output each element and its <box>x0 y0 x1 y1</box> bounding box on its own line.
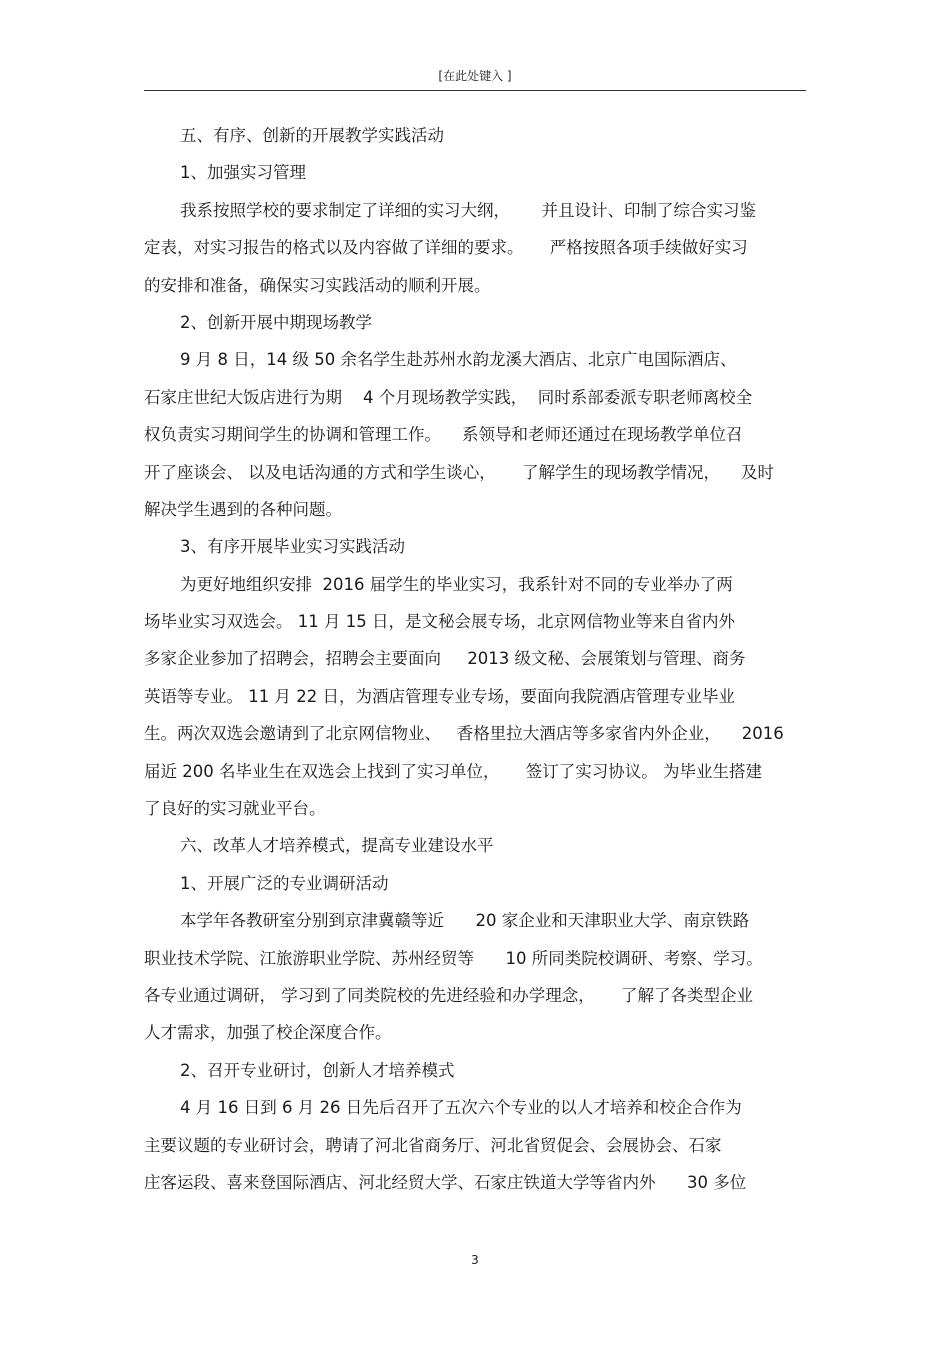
paragraph-line: 权负责实习期间学生的协调和管理工作。 系领导和老师还通过在现场教学单位召 <box>144 425 743 445</box>
paragraph-line: 各专业通过调研， 学习到了同类院校的先进经验和办学理念， 了解了各类型企业 <box>144 985 753 1005</box>
paragraph-line: 本学年各教研室分别到京津冀赣等近 20 家企业和天津职业大学、南京铁路 <box>180 911 750 931</box>
subsection-heading: 2、召开专业研讨，创新人才培养模式 <box>180 1060 455 1080</box>
paragraph-line: 主要议题的专业研讨会，聘请了河北省商务厅、河北省贸促会、会展协会、石家 <box>144 1135 722 1155</box>
page-number: 3 <box>471 1253 479 1267</box>
document-body <box>144 117 806 1201</box>
paragraph-line: 多家企业参加了招聘会，招聘会主要面向 2013 级文秘、会展策划与管理、商务 <box>144 649 746 669</box>
paragraph-line: 生。两次双选会邀请到了北京网信物业、 香格里拉大酒店等多家省内外企业， 2016 <box>144 724 784 744</box>
paragraph-line: 4 月 16 日到 6 月 26 日先后召开了五次六个专业的以人才培养和校企合作为 <box>180 1098 742 1118</box>
subsection-heading: 1、开展广泛的专业调研活动 <box>180 873 389 893</box>
header-divider <box>144 90 806 91</box>
paragraph-line: 人才需求，加强了校企深度合作。 <box>144 1023 392 1043</box>
paragraph-line: 了良好的实习就业平台。 <box>144 799 326 819</box>
paragraph-line: 石家庄世纪大饭店进行为期 4 个月现场教学实践， 同时系部委派专职老师离校全 <box>144 387 753 407</box>
paragraph-line: 职业技术学院、江旅游职业学院、苏州经贸等 10 所同类院校调研、考察、学习。 <box>144 948 763 968</box>
paragraph-line: 定表，对实习报告的格式以及内容做了详细的要求。 严格按照各项手续做好实习 <box>144 238 748 258</box>
paragraph-line: 英语等专业。 11 月 22 日，为酒店管理专业专场，要面向我院酒店管理专业毕业 <box>144 686 735 706</box>
section-heading: 六、改革人才培养模式，提高专业建设水平 <box>180 836 494 856</box>
subsection-heading: 3、有序开展毕业实习实践活动 <box>180 537 405 557</box>
paragraph-line: 场毕业实习双选会。 11 月 15 日，是文秘会展专场，北京网信物业等来自省内外 <box>144 612 735 632</box>
paragraph-line: 我系按照学校的要求制定了详细的实习大纲， 并且设计、印制了综合实习鉴 <box>180 200 756 220</box>
header-placeholder-text: [在此处键入 ] <box>438 69 512 83</box>
paragraph-line: 的安排和准备，确保实习实践活动的顺利开展。 <box>144 275 491 295</box>
paragraph-line: 开了座谈会、 以及电话沟通的方式和学生谈心， 了解学生的现场教学情况， 及时 <box>144 462 774 482</box>
paragraph-line: 庄客运段、喜来登国际酒店、河北经贸大学、石家庄铁道大学等省内外 30 多位 <box>144 1172 747 1192</box>
paragraph-line: 届近 200 名毕业生在双选会上找到了实习单位， 签订了实习协议。 为毕业生搭建 <box>144 761 762 781</box>
subsection-heading: 1、加强实习管理 <box>180 163 306 183</box>
subsection-heading: 2、创新开展中期现场教学 <box>180 312 372 332</box>
paragraph-line: 解决学生遇到的各种问题。 <box>144 499 342 519</box>
paragraph-line: 为更好地组织安排 2016 届学生的毕业实习，我系针对不同的专业举办了两 <box>180 574 733 594</box>
section-heading: 五、有序、创新的开展教学实践活动 <box>180 126 444 145</box>
paragraph-line: 9 月 8 日，14 级 50 余名学生赴苏州水韵龙溪大酒店、北京广电国际酒店、 <box>180 350 737 370</box>
